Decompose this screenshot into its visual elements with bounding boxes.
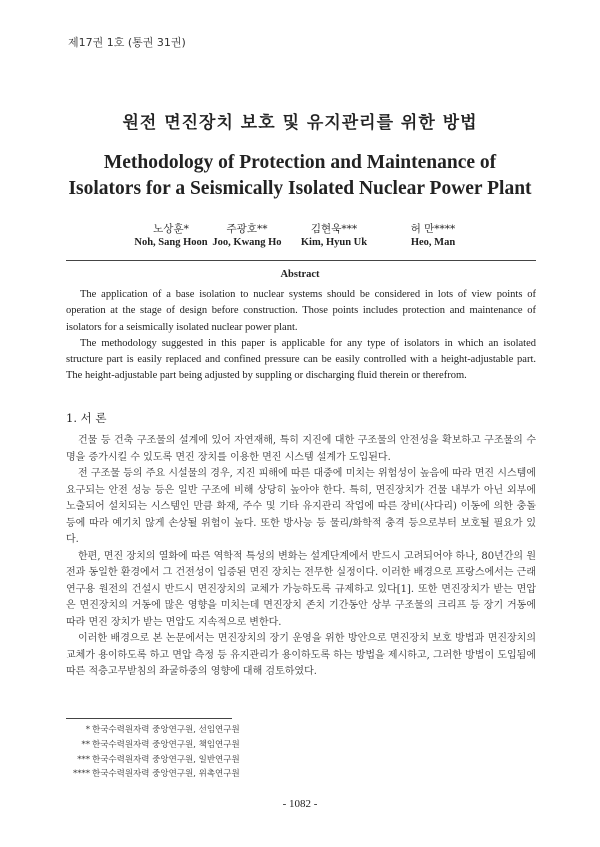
author-4-name-en: Heo, Man <box>410 237 456 248</box>
footnote-text: 한국수력원자력 중앙연구원, 위촉연구원 <box>92 769 240 780</box>
abstract-paragraph: The application of a base isolation to nuclear systems should be considered in lots of view points of operation at the stage of design before construction. Those points includes protection and maintenance of isolators for a seismically isolated nuclear power plant. <box>66 289 536 333</box>
english-title-line-2: Isolators for a Seismically Isolated Nuclear Power Plant <box>68 178 532 199</box>
body-paragraph: 이러한 배경으로 본 논문에서는 면진장치의 장기 운영을 위한 방안으로 면진장치 보호 방법과 면진장치의 교체가 용이하도록 하고 면압 측정 등 유지관리가 용이하도록 하는 방법을 제시하고, 그러한 방법이 도입됨에 따른 적층고무받침의 좌굴하중의 영향에 대해 검토하였다. <box>66 633 536 677</box>
footnote <box>66 723 240 738</box>
author-3-name-kr: 김현욱*** <box>310 223 358 235</box>
abstract-paragraph: The methodology suggested in this paper is applicable for any type of isolators in which an isolated structure part is easily replaced and confined pressure can be easily controlled with a height-adjustable part. The height-adjustable part being adjusted by suppling or discharging fluid therein or therefrom. <box>66 337 536 382</box>
section-heading: 1. 서 론 <box>66 411 107 425</box>
section-body <box>66 433 536 681</box>
footnote-text: 한국수력원자력 중앙연구원, 책임연구원 <box>92 739 240 750</box>
footnote-text: 한국수력원자력 중앙연구원, 선임연구원 <box>92 725 240 735</box>
footnote <box>66 767 240 782</box>
footnote-mark: * <box>85 725 90 735</box>
body-paragraph: 한편, 면진 장치의 열화에 따른 역학적 특성의 변화는 설계단계에서 반드시 고려되어야 하나, 80년간의 원전과 동일한 환경에서 그 건전성이 입증된 면진 장치는 전무한 실정이다. 이러한 배경으로 프랑스에서는 근래 연구용 원전의 건설시 반드시 면진장치의 교체가 가능하도록 규제하고 있다[1]. 또한 면진장치가 받는 면압은 면진장치의 거동에 많은 영향을 미치는데 면진장치 존치 기간동안 상부 구조물의 크리프 등 장기 거동에 따라 면진 장치가 받는 면압도 지속적으로 변한다. <box>66 550 536 628</box>
author-3-name-en: Kim, Hyun Uk <box>300 237 368 248</box>
footnote <box>66 753 240 768</box>
footnote-divider <box>66 718 232 719</box>
footnote-mark: **** <box>73 769 90 780</box>
footnote-mark: ** <box>81 739 90 750</box>
abstract-body <box>66 287 536 385</box>
abstract-heading: Abstract <box>280 269 320 280</box>
footnote-mark: *** <box>77 754 90 765</box>
author-4-name-kr: 허 만**** <box>410 223 456 235</box>
page-number: - 1082 - <box>282 798 318 810</box>
footnote-text: 한국수력원자력 중앙연구원, 일반연구원 <box>92 754 240 765</box>
footnote <box>66 738 240 753</box>
author-4 <box>378 221 488 248</box>
author-3 <box>279 221 389 248</box>
author-1-name-en: Noh, Sang Hoon <box>134 237 208 248</box>
author-2-name-en: Joo, Kwang Ho <box>212 237 282 248</box>
body-paragraph: 건물 등 건축 구조물의 설계에 있어 자연재해, 특히 지진에 대한 구조물의 안전성을 확보하고 구조물의 수명을 증가시킬 수 있도록 면진 장치를 이용한 면진 시스템 설계가 도입된다. <box>66 435 536 463</box>
footnotes <box>66 723 240 782</box>
body-paragraph: 전 구조물 등의 주요 시설물의 경우, 지진 피해에 따른 대중에 미치는 위험성이 높음에 따라 면진 시스템에 요구되는 안전 성능 등은 일반 구조에 비해 상당히 높아야 한다. 특히, 면진장치가 건물 내부가 아닌 외부에 노출되어 설치되는 시스템인 만큼 화재, 주수 및 기타 유지관리 작업에 따른 장비(사다리) 이동에 의한 충돌 등에 따라 예기치 않게 손상될 위험이 높다. 또한 방사능 등 물리/화학적 충격 등으로부터 보호될 필요가 있다. <box>66 468 536 545</box>
english-title-line-1: Methodology of Protection and Maintenance of <box>103 152 497 173</box>
divider <box>66 260 536 261</box>
english-title <box>0 150 600 202</box>
author-1-name-kr: 노상훈* <box>153 223 189 235</box>
korean-title: 원전 면진장치 보호 및 유지관리를 위한 방법 <box>122 113 478 133</box>
author-2-name-kr: 주광호** <box>226 223 268 235</box>
running-header: 제17권 1호 (통권 31권) <box>68 36 186 49</box>
